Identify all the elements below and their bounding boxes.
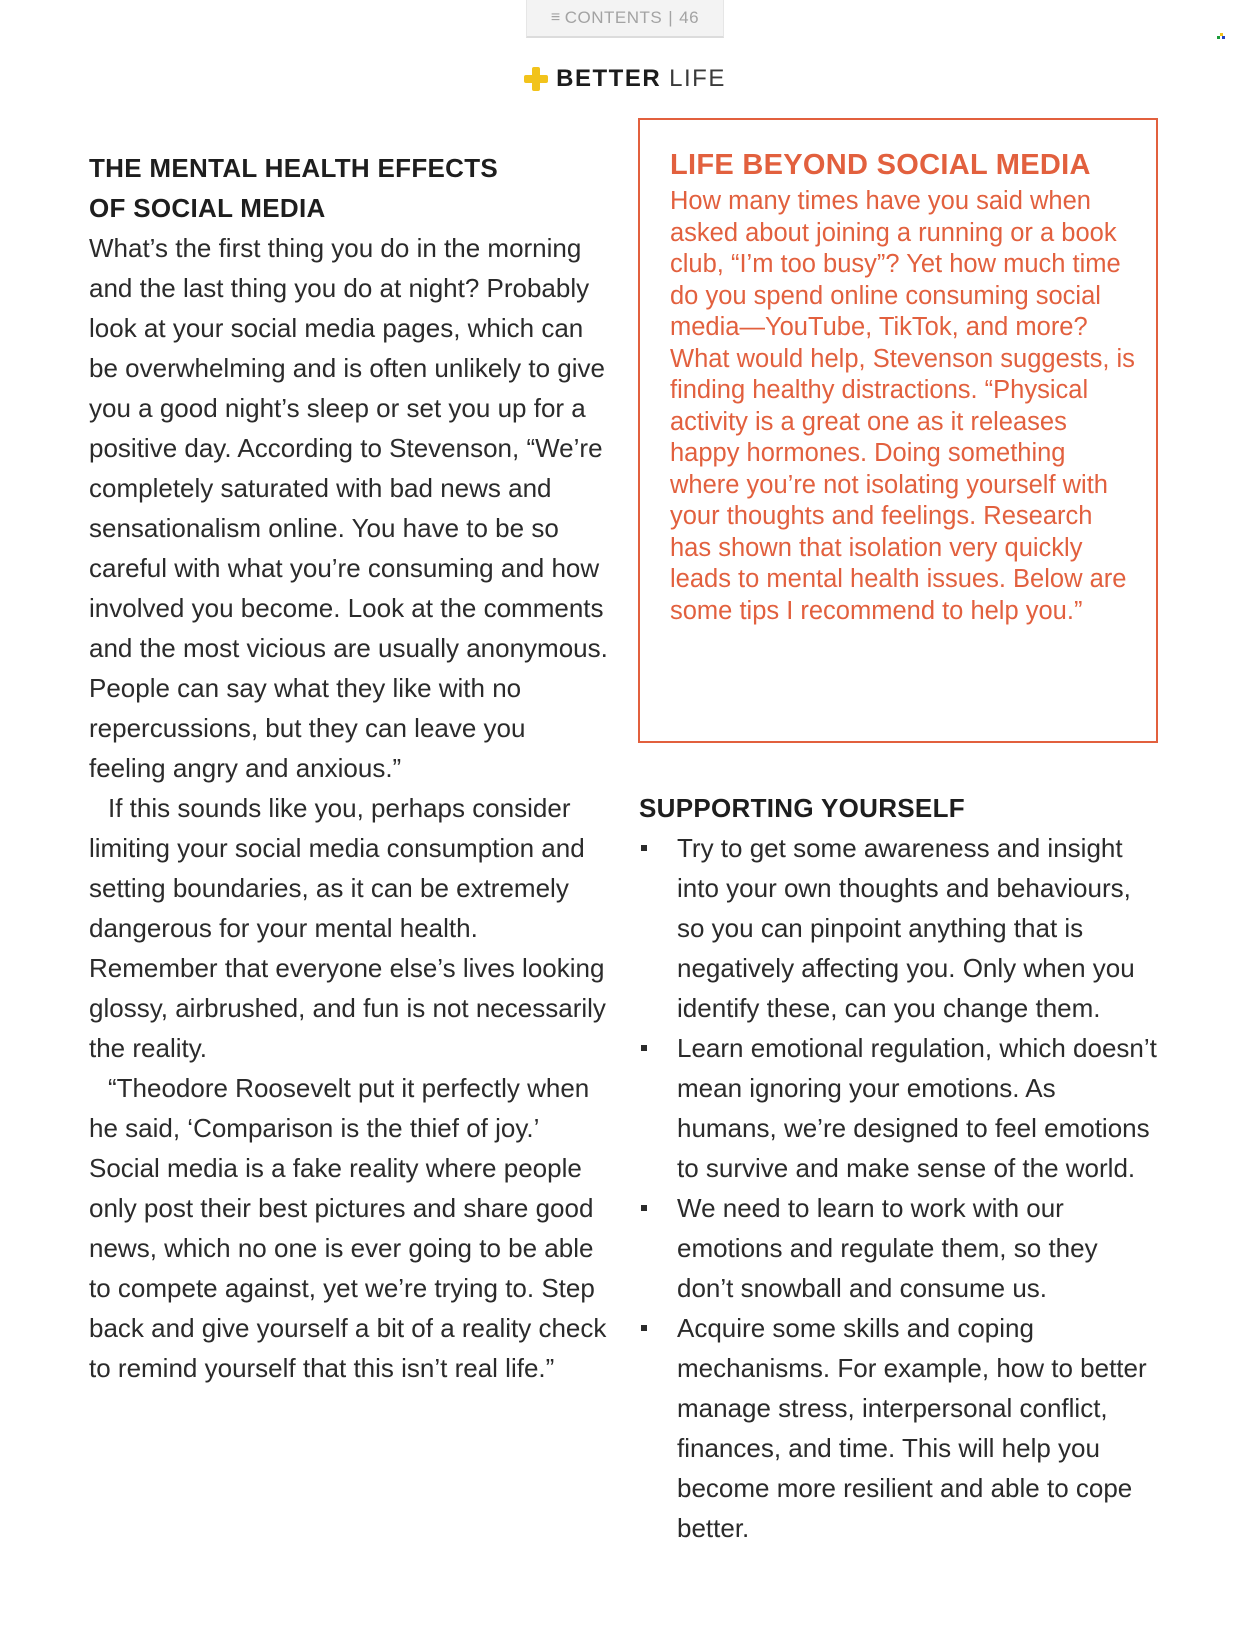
article-paragraph: What’s the first thing you do in the morning and the last thing you do at night? Probably look at your social media pages, which can be overwhelming and is often unlikely to give you a good night’s sleep or set you up for a positive day. According to Stevenson, “We’re completely saturated with bad news and sensationalism online. You have to be so careful with what you’re consuming and how involved you become. Look at the comments and the most vicious are usually anonymous. People can say what they like with no repercussions, but they can leave you feeling angry and anxious.” <box>89 233 608 783</box>
bullet-icon <box>641 1045 647 1051</box>
separator: | <box>668 8 674 27</box>
sidebar-body: How many times have you said when asked about joining a running or a book club, “I’m too busy”? Yet how much time do you spend online consuming social media—YouTube, TikTok, and more? What would help, Stevenson suggests, is finding healthy distractions. “Physical activity is a great one as it releases happy hormones. Doing something where you’re not isolating yourself with your thoughts and feelings. Research has shown that isolation very quickly leads to mental health issues. Below are some tips I recommend to help you.” <box>670 187 1135 625</box>
contents-button[interactable] <box>526 0 724 38</box>
article-title-line-2: OF SOCIAL MEDIA <box>89 193 326 223</box>
list-item <box>639 1308 1159 1548</box>
contents-label: CONTENTS <box>564 8 663 27</box>
bullet-icon <box>641 1325 647 1331</box>
supporting-title: SUPPORTING YOURSELF <box>639 793 965 823</box>
main-article <box>89 148 609 1388</box>
bullet-icon <box>641 845 647 851</box>
article-paragraph: If this sounds like you, perhaps consider limiting your social media consumption and setting boundaries, as it can be extremely dangerous for your mental health. Remember that everyone else’s lives looking glossy, airbrushed, and fun is not necessarily the reality. <box>89 793 606 1063</box>
section-name-bold: BETTER <box>556 65 662 92</box>
tip-text: Learn emotional regulation, which doesn’t mean ignoring your emotions. As humans, we’re designed to feel emotions to survive and make sense of the world. <box>677 1033 1157 1183</box>
list-item <box>639 1188 1159 1308</box>
list-item <box>639 1028 1159 1188</box>
tips-list <box>639 828 1159 1548</box>
bullet-icon <box>641 1205 647 1211</box>
section-name-light: LIFE <box>669 65 726 92</box>
menu-icon: ≡ <box>550 9 561 26</box>
page-number: 46 <box>679 8 700 27</box>
tip-text: Acquire some skills and coping mechanisms. For example, how to better manage stress, interpersonal conflict, finances, and time. This will help you become more resilient and able to cope better. <box>677 1313 1147 1543</box>
article-paragraph: “Theodore Roosevelt put it perfectly when he said, ‘Comparison is the thief of joy.’ Social media is a fake reality where people only post their best pictures and share good news, which no one is ever going to be able to compete against, yet we’re trying to. Step back and give yourself a bit of a reality check to remind yourself that this isn’t real life.” <box>89 1073 607 1383</box>
color-dots-icon <box>1217 33 1225 39</box>
tip-text: Try to get some awareness and insight into your own thoughts and behaviours, so you can pinpoint anything that is negatively affecting you. Only when you identify these, can you change them. <box>677 833 1135 1023</box>
sidebar-box <box>638 118 1158 743</box>
supporting-section <box>639 788 1159 1548</box>
plus-icon <box>524 67 548 91</box>
section-header <box>0 62 1250 96</box>
sidebar-title: LIFE BEYOND SOCIAL MEDIA <box>670 149 1091 181</box>
tip-text: We need to learn to work with our emotions and regulate them, so they don’t snowball and consume us. <box>677 1193 1098 1303</box>
article-title-line-1: THE MENTAL HEALTH EFFECTS <box>89 153 499 183</box>
list-item <box>639 828 1159 1028</box>
